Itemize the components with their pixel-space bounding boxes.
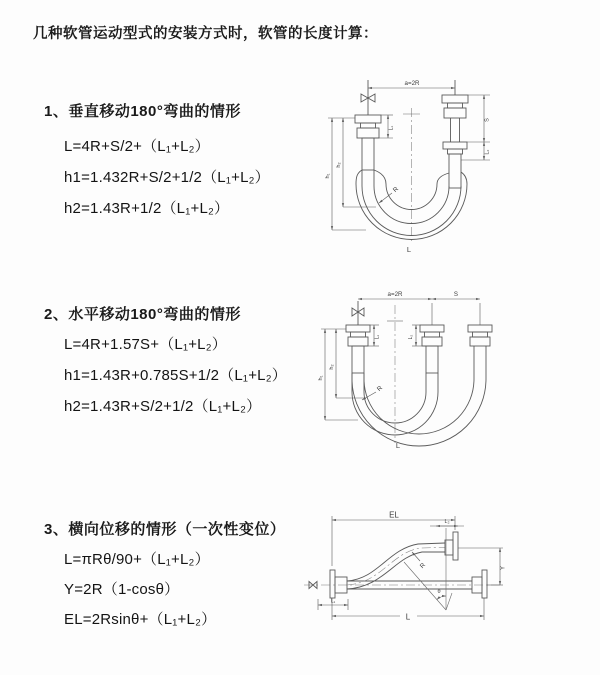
page-title: 几种软管运动型式的安装方式时，软管的长度计算： [33, 26, 378, 42]
dimension-h1-h2 [325, 118, 376, 230]
dimension-l1 [318, 599, 348, 611]
dim-label-l: L [405, 612, 411, 622]
dim-label-l1: L₁ [374, 334, 381, 340]
dim-label-l-total: L [395, 441, 401, 450]
dim-label-r: R [418, 561, 428, 571]
dim-label-h2: h₂ [336, 162, 342, 168]
dim-label-el: EL [389, 510, 399, 520]
dim-label-s: S [484, 118, 491, 122]
left-flange-fitting [309, 570, 347, 598]
formula-line: h1=1.43R+0.785S+1/2（L₁+L₂） [64, 367, 287, 384]
dim-label-l2: L₂ [444, 519, 450, 525]
u-bend-hose [352, 346, 486, 446]
dimension-l1 [374, 115, 395, 138]
formula-line: L=4R+1.57S+（L₁+L₂） [64, 336, 227, 353]
dim-label-l-total: L [406, 245, 412, 254]
dim-label-h1: h₁ [318, 375, 324, 381]
section-2-heading: 2、水平移动180°弯曲的情形 [44, 306, 241, 323]
dimension-h1-h2 [318, 329, 366, 420]
dimension-s-l2 [461, 95, 491, 160]
diagram-horizontal-180-bend [308, 283, 600, 455]
radius-callout [412, 552, 427, 570]
formula-line: EL=2Rsinθ+（L₁+L₂） [64, 611, 217, 628]
right-pipe-fitting [442, 80, 468, 188]
left-pipe-fitting [355, 80, 381, 170]
braided-hose-section [362, 138, 374, 170]
section-3-heading: 3、横向位移的情形（一次性变位） [44, 521, 286, 538]
dimension-a2r-s [358, 291, 480, 325]
dim-label-a2r: a=2R [404, 80, 420, 87]
dim-label-r: R [375, 384, 385, 394]
dim-label-l1: L₁ [388, 125, 395, 131]
braided-hose-section [426, 346, 438, 373]
formula-line: h2=1.43R+1/2（L₁+L₂） [64, 200, 230, 217]
middle-pipe-fitting [420, 325, 444, 373]
dim-label-l2: L₂ [484, 149, 491, 155]
radius-callout [379, 185, 400, 203]
dim-label-s: S [453, 291, 459, 298]
formula-line: L=πRθ/90+（L₁+L₂） [64, 551, 210, 568]
dim-label-theta: θ [437, 589, 441, 595]
diagram-lateral-displacement [300, 500, 600, 645]
dim-label-y: Y [500, 565, 507, 571]
formula-line: h1=1.432R+S/2+1/2（L₁+L₂） [64, 169, 270, 186]
dim-label-h2: h₂ [329, 364, 335, 370]
left-pipe-fitting [346, 301, 370, 373]
displaced-hose-position [347, 532, 458, 589]
dim-label-a2r: a=2R [387, 291, 403, 298]
dimension-a2r [368, 80, 455, 88]
right-pipe-fitting [468, 325, 492, 346]
dim-label-r: R [391, 185, 401, 195]
braided-hose-section [352, 346, 364, 373]
dim-label-h1: h₁ [325, 173, 331, 179]
section-1-heading: 1、垂直移动180°弯曲的情形 [44, 103, 241, 120]
formula-line: L=4R+S/2+（L₁+L₂） [64, 138, 210, 155]
dim-label-l2: L₂ [408, 334, 414, 340]
dimension-el [332, 511, 455, 567]
diagram-vertical-180-bend [312, 72, 600, 258]
dim-label-l1: L₁ [330, 598, 336, 605]
braided-hose-section [449, 154, 461, 188]
formula-line: Y=2R（1-cosθ） [64, 581, 180, 598]
dimension-l2 [408, 325, 426, 346]
formula-line: h2=1.43R+S/2+1/2（L₁+L₂） [64, 398, 262, 415]
dimension-l-total [332, 598, 484, 622]
dimension-l1 [364, 325, 381, 346]
